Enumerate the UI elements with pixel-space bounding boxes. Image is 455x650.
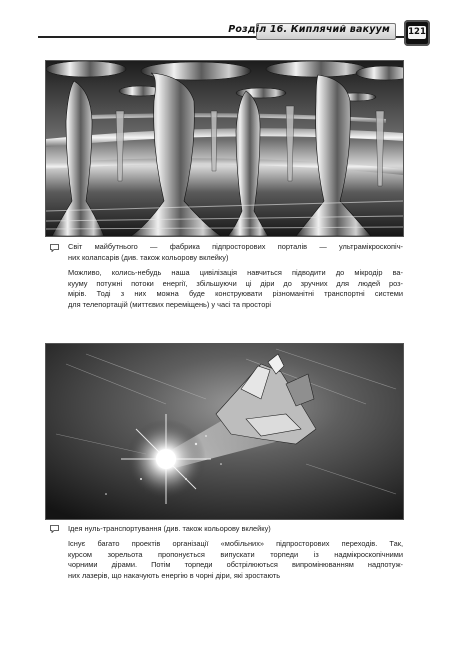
running-header (38, 20, 430, 42)
portal-factory-illustration (45, 60, 404, 237)
caption-line: Ідея нуль-транспортування (див. також кольорову вклейку) (68, 524, 271, 533)
spacecraft-illustration (45, 343, 404, 520)
body-line: Можливо, колись-небудь наша цивілізація навчиться підводити до мікродір ва- (68, 268, 403, 277)
body-line: курсом зорельота пропонується випускати торпеди із надмікроскопічними (68, 549, 403, 559)
figure2-caption (68, 524, 403, 535)
caption-line: них колапсарів (див. також кольорову вклейку) (68, 252, 229, 262)
body-line: кууму потужні потоки енергії, збільшуючи ці діри до зручних для людей роз- (68, 278, 403, 288)
body-line: чорними дірами. Потім торпеди обстрілюються випромінюванням надпотуж- (68, 560, 403, 570)
body-line: для телепортацій (миттєвих переміщень) у часі та просторі (68, 299, 272, 309)
body-paragraph-1 (68, 268, 403, 310)
body-paragraph-2 (68, 539, 403, 581)
chapter-title: Розділ 16. Киплячий вакуум (228, 24, 390, 35)
caption-line: Світ майбутнього — фабрика підпросторових порталів — ультрамікроскопіч- (68, 242, 403, 251)
body-line: них лазерів, що накачують енергію в чорні діри, які зростають (68, 570, 281, 580)
caption-pointer-icon (50, 525, 59, 533)
caption-pointer-icon (50, 244, 59, 252)
page-number: 121 (408, 27, 426, 37)
figure1-caption (68, 242, 403, 263)
body-line: Існує багато проектів організації «мобільних» підпросторових переходів. Так, (68, 539, 403, 548)
page-number-badge (404, 20, 430, 46)
body-line: мірів. Тоді з них можна буде конструювати різноманітні транспортні системи (68, 289, 403, 299)
